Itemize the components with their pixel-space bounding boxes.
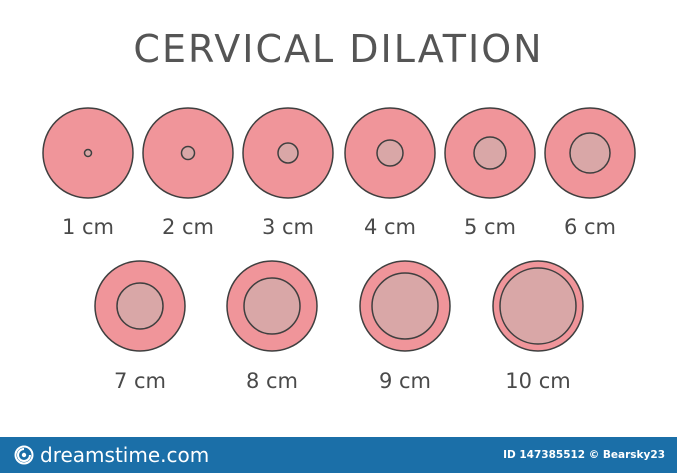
dilation-stage-7cm <box>95 261 185 393</box>
dilation-label: 5 cm <box>463 215 517 239</box>
dilation-stage-2cm <box>143 108 233 239</box>
diagram-title: CERVICAL DILATION <box>133 27 544 71</box>
dilation-label: 9 cm <box>378 369 432 393</box>
dilation-opening-circle <box>182 147 195 160</box>
dilation-label: 4 cm <box>363 215 417 239</box>
dilation-stage-9cm <box>360 261 450 393</box>
dilation-opening-circle <box>570 133 610 173</box>
dilation-label: 8 cm <box>245 369 299 393</box>
dilation-opening-circle <box>85 150 92 157</box>
dilation-opening-circle <box>117 283 163 329</box>
dilation-opening-circle <box>372 273 438 339</box>
footer-credit: ID 147385512 © Bearsky23 <box>503 449 665 461</box>
dilation-label: 6 cm <box>563 215 617 239</box>
dilation-stage-5cm <box>445 108 535 239</box>
dilation-stage-4cm <box>345 108 435 239</box>
dilation-label: 2 cm <box>161 215 215 239</box>
dilation-opening-circle <box>244 278 300 334</box>
dilation-stage-1cm <box>43 108 133 239</box>
dilation-opening-circle <box>474 137 506 169</box>
dilation-opening-circle <box>500 268 576 344</box>
dreamstime-logo-icon <box>14 445 34 465</box>
dilation-opening-circle <box>377 140 403 166</box>
dilation-opening-circle <box>278 143 298 163</box>
dilation-label: 10 cm <box>505 369 571 393</box>
dilation-stage-3cm <box>243 108 333 239</box>
dilation-label: 3 cm <box>261 215 315 239</box>
watermark-footer <box>0 437 677 473</box>
footer-brand: dreamstime.com <box>40 443 210 467</box>
dilation-stage-10cm <box>493 261 583 393</box>
dilation-label: 1 cm <box>61 215 115 239</box>
dilation-stage-8cm <box>227 261 317 393</box>
dilation-stage-6cm <box>545 108 635 239</box>
dilation-label: 7 cm <box>113 369 167 393</box>
